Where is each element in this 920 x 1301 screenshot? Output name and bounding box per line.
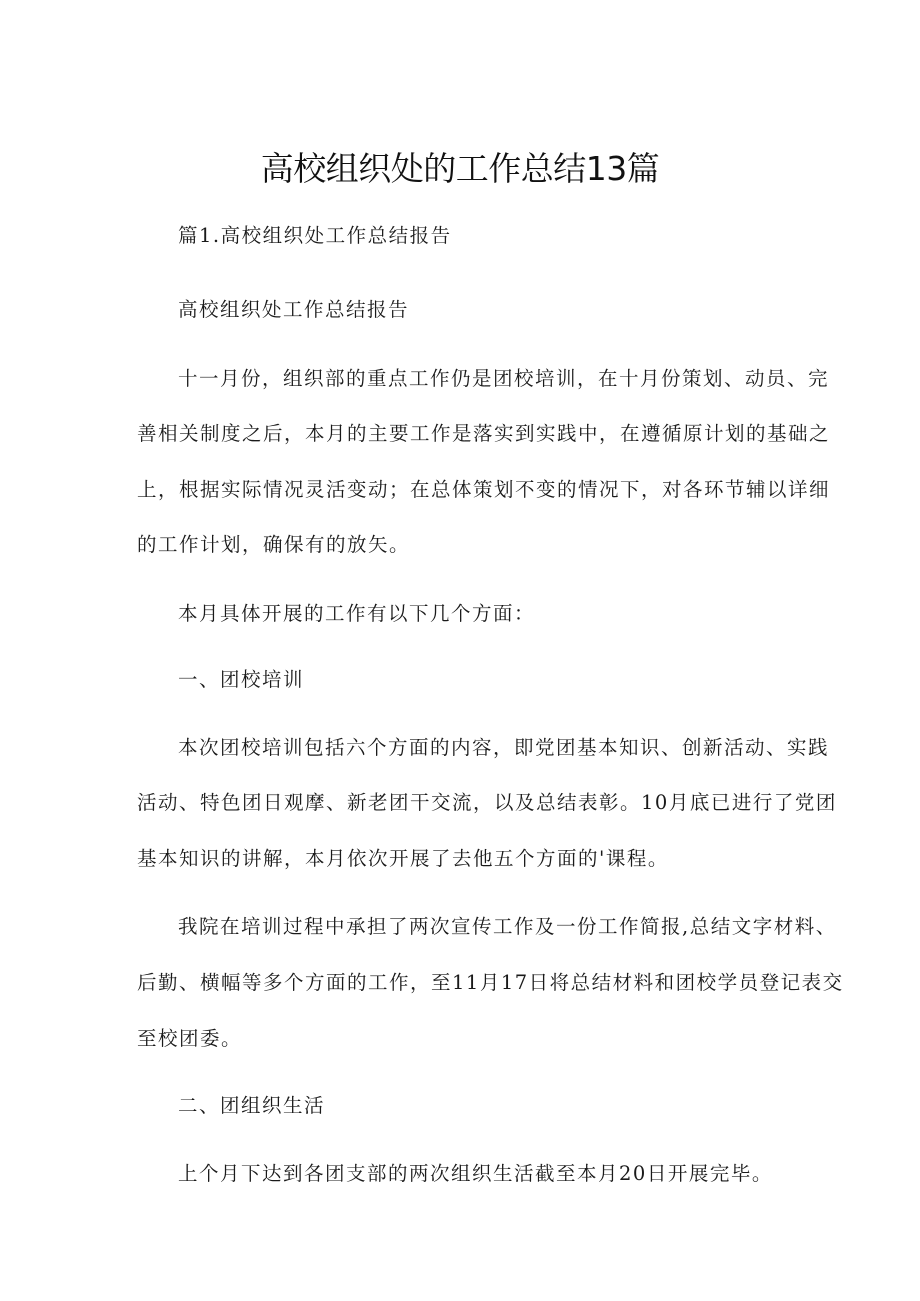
paragraph-line: 本月具体开展的工作有以下几个方面： (178, 602, 536, 625)
paragraph-line: 善相关制度之后，本月的主要工作是落实到实践中，在遵循原计划的基础之 (137, 422, 831, 445)
paragraph-line: 十一月份，组织部的重点工作仍是团校培训，在十月份策划、动员、完 (178, 367, 830, 390)
section-heading-league-organization-life: 二、团组织生活 (178, 1094, 326, 1117)
document-title: 高校组织处的工作总结13篇 (260, 149, 660, 188)
paragraph-line: 我院在培训过程中承担了两次宣传工作及一份工作简报,总结文字材料、 (178, 915, 837, 938)
report-subtitle: 高校组织处工作总结报告 (178, 298, 410, 321)
paragraph-line: 至校团委。 (137, 1027, 243, 1050)
paragraph-line: 上个月下达到各团支部的两次组织生活截至本月20日开展完毕。 (178, 1162, 773, 1185)
paragraph-line: 本次团校培训包括六个方面的内容，即党团基本知识、创新活动、实践 (178, 736, 830, 759)
paragraph-line: 上，根据实际情况灵活变动；在总体策划不变的情况下，对各环节辅以详细 (137, 478, 831, 501)
paragraph-line: 后勤、横幅等多个方面的工作，至11月17日将总结材料和团校学员登记表交 (137, 971, 844, 994)
paragraph-line: 的工作计划，确保有的放矢。 (137, 533, 411, 556)
paragraph-line: 基本知识的讲解，本月依次开展了去他五个方面的'课程。 (137, 847, 669, 870)
section-heading-league-school-training: 一、团校培训 (178, 668, 305, 691)
paragraph-line: 活动、特色团日观摩、新老团干交流，以及总结表彰。10月底已进行了党团 (137, 791, 837, 814)
section-heading-article-1: 篇1.高校组织处工作总结报告 (178, 224, 452, 247)
